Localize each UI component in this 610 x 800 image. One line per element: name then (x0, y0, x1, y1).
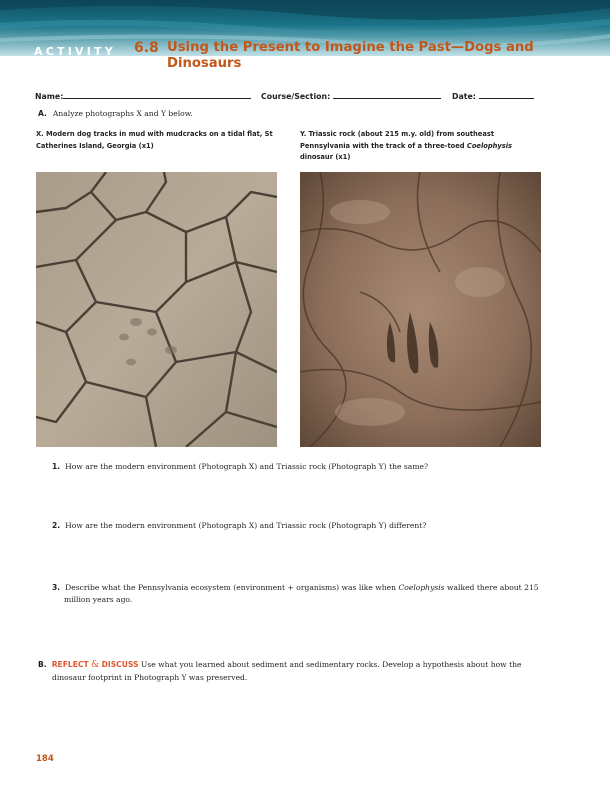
date-blank[interactable] (479, 90, 534, 99)
question-3-text-after: walked there about 215 million years ago. (64, 583, 539, 604)
part-a-instruction (38, 109, 193, 118)
activity-number: 6.8 (134, 40, 159, 56)
question-3 (52, 582, 542, 605)
date-label: Date: (452, 92, 476, 101)
question-2 (52, 520, 532, 532)
part-b (38, 659, 557, 683)
part-b-letter: B. (38, 660, 47, 669)
photo-y (300, 172, 541, 447)
photo-x (36, 172, 277, 447)
part-a-letter: A. (38, 109, 47, 118)
question-1-number: 1. (52, 462, 61, 471)
date-field[interactable] (452, 90, 534, 101)
course-blank[interactable] (333, 90, 441, 99)
question-2-number: 2. (52, 521, 61, 530)
discuss-label: DISCUSS (101, 660, 139, 669)
question-1-text: How are the modern environment (Photograph X) and Triassic rock (Photograph Y) the same? (65, 462, 429, 471)
question-3-number: 3. (52, 583, 61, 592)
activity-title: Using the Present to Imagine the Past—Dogs and Dinosaurs (167, 40, 534, 71)
part-b-text: Use what you learned about sediment and sedimentary rocks. Develop a hypothesis about how the dinosaur footprint in Photograph Y was preserved. (52, 660, 522, 682)
course-label: Course/Section: (261, 92, 331, 101)
photo-y-caption-genus: Coelophysis (466, 141, 512, 150)
ampersand: & (91, 660, 100, 670)
name-field[interactable] (35, 90, 251, 101)
photo-y-caption-suffix: dinosaur (x1) (300, 153, 351, 161)
page-number: 184 (36, 754, 54, 764)
name-label: Name: (35, 92, 64, 101)
name-blank[interactable] (63, 90, 251, 99)
activity-label: ACTIVITY (34, 45, 116, 58)
question-3-genus: Coelophysis (398, 583, 445, 592)
photo-x-caption: X. Modern dog tracks in mud with mudcracks on a tidal flat, St Catherines Island, Georgia (x1) (36, 130, 273, 150)
question-2-text: How are the modern environment (Photograph X) and Triassic rock (Photograph Y) different? (65, 521, 427, 530)
reflect-label: REFLECT (51, 660, 89, 669)
part-a-text: Analyze photographs X and Y below. (52, 109, 193, 118)
photo-y-caption (300, 129, 540, 164)
triassic-rock-image (300, 172, 541, 447)
question-3-text-before: Describe what the Pennsylvania ecosystem (environment + organisms) was like when (65, 583, 399, 592)
mudcrack-image (36, 172, 277, 447)
photo-y-caption-prefix: Y. Triassic rock (about 215 m.y. old) from southeast Pennsylvania with the track of a three-toed (300, 130, 495, 150)
course-field[interactable] (261, 90, 441, 101)
question-1 (52, 461, 532, 473)
